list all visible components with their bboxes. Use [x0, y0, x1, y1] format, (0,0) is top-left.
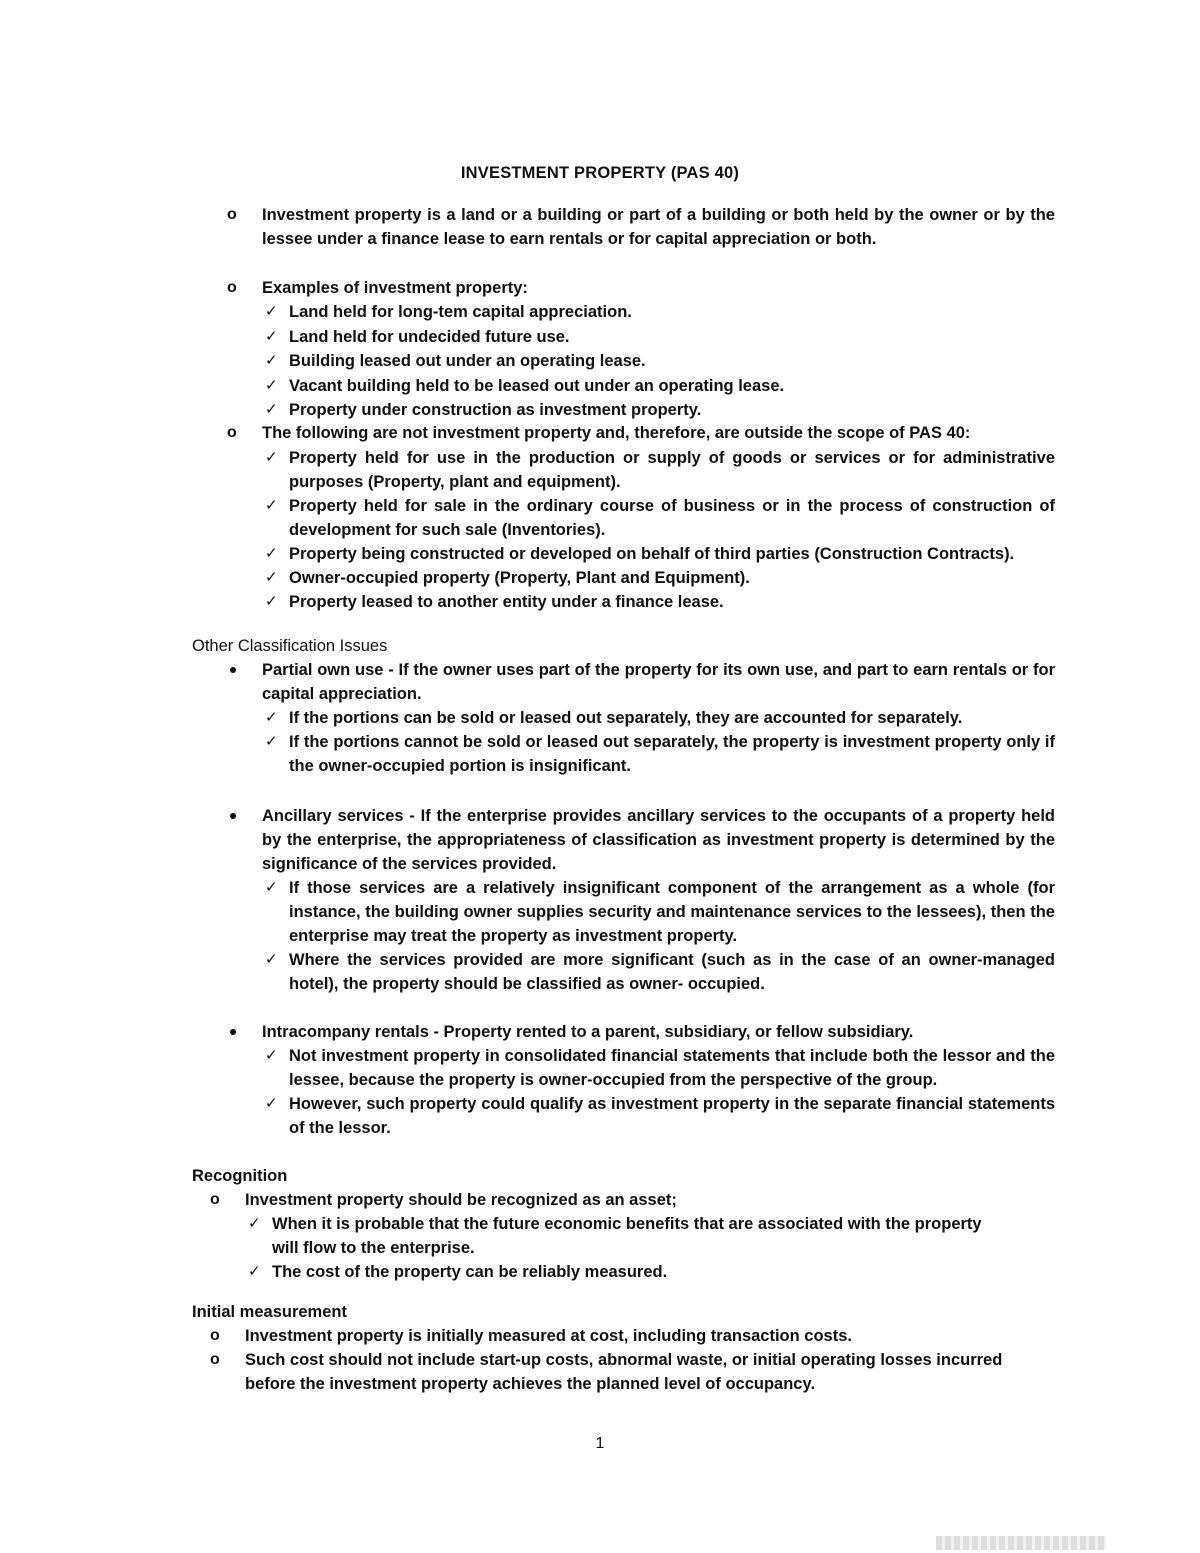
checkmark-icon: ✓ — [265, 593, 278, 610]
list-item: ✓ When it is probable that the future economic benefits that are associated with the property will flow to the enterprise. — [272, 1212, 1007, 1260]
list-item: ✓ Property under construction as investment property. — [289, 398, 1055, 423]
recognition-list — [248, 1212, 1007, 1284]
hollow-circle-bullet-icon: o — [227, 206, 237, 223]
section-heading-other: Other Classification Issues — [192, 637, 388, 655]
not-investment-item — [227, 421, 1055, 445]
hollow-circle-bullet-icon: o — [210, 1327, 220, 1344]
definition-item — [227, 203, 1055, 251]
definition-text: Investment property is a land or a building or part of a building or both held by the owner or by the lessee under a finance lease to earn rentals or for capital appreciation or both. — [262, 206, 1055, 248]
section-heading-recognition: Recognition — [192, 1167, 288, 1185]
checkmark-icon: ✓ — [265, 327, 278, 345]
watermark-strip — [936, 1536, 1106, 1550]
ancillary-services-list — [265, 876, 1055, 996]
list-item: ✓ Where the services provided are more significant (such as in the case of an owner-managed hotel), the property should be classified as owner- occupied. — [289, 948, 1055, 996]
checkmark-icon: ✓ — [265, 352, 278, 369]
page-number: 1 — [595, 1435, 605, 1452]
checkmark-icon: ✓ — [265, 951, 278, 968]
partial-use-list — [265, 706, 1055, 778]
hollow-circle-bullet-icon: o — [227, 279, 237, 296]
checkmark-icon: ✓ — [265, 569, 278, 586]
list-item: ✓ Property held for use in the production or supply of goods or services or for administrative purposes (Property, plant and equipment). — [289, 446, 1055, 494]
checkmark-icon: ✓ — [265, 733, 278, 750]
initial-measurement-item: o Such cost should not include start-up costs, abnormal waste, or initial operating losses incurred before the investment property achieves the planned level of occupancy. — [245, 1348, 1010, 1396]
checkmark-icon: ✓ — [265, 545, 278, 562]
list-item: ✓ If the portions cannot be sold or leased out separately, the property is investment property only if the owner-occupied portion is insignificant. — [289, 730, 1055, 778]
checkmark-icon: ✓ — [265, 401, 278, 418]
checkmark-icon: ✓ — [265, 376, 278, 394]
list-item: ✓ If those services are a relatively insignificant component of the arrangement as a whole (for instance, the building owner supplies security and maintenance services to the lessees), then the enterprise may treat the property as investment property. — [289, 876, 1055, 948]
document-title: INVESTMENT PROPERTY (PAS 40) — [460, 164, 740, 182]
intracompany-rentals-list — [265, 1044, 1055, 1140]
example-list — [265, 300, 1055, 423]
partial-use-item: Partial own use - If the owner uses part of the property for its own use, and part to earn rentals or for capital appreciation. — [262, 658, 1055, 706]
list-item: ✓ Land held for long-tem capital appreciation. — [289, 300, 1055, 325]
list-item: ✓ Property held for sale in the ordinary course of business or in the process of construction of development for such sale (Inventories). — [289, 494, 1055, 542]
not-investment-list — [265, 446, 1055, 614]
list-item: ✓ Not investment property in consolidated financial statements that include both the lessor and the lessee, because the property is owner-occupied from the perspective of the group. — [289, 1044, 1055, 1092]
checkmark-icon: ✓ — [265, 449, 278, 466]
checkmark-icon: ✓ — [265, 709, 278, 726]
solid-dot-bullet-icon — [230, 1029, 236, 1035]
hollow-circle-bullet-icon: o — [210, 1191, 220, 1208]
list-item: ✓ Building leased out under an operating lease. — [289, 349, 1055, 374]
examples-heading: Examples of investment property: — [262, 279, 528, 297]
solid-dot-bullet-icon — [230, 813, 236, 819]
list-item: ✓ Owner-occupied property (Property, Plant and Equipment). — [289, 566, 1055, 590]
list-item: ✓ However, such property could qualify as investment property in the separate financial statements of the lessor. — [289, 1092, 1055, 1140]
checkmark-icon: ✓ — [248, 1263, 261, 1280]
initial-measurement-item: o Investment property is initially measured at cost, including transaction costs. — [245, 1324, 1010, 1348]
list-item: ✓ If the portions can be sold or leased out separately, they are accounted for separately. — [289, 706, 1055, 730]
checkmark-icon: ✓ — [265, 497, 278, 514]
checkmark-icon: ✓ — [265, 303, 278, 320]
list-item: ✓ The cost of the property can be reliably measured. — [272, 1260, 1007, 1284]
checkmark-icon: ✓ — [248, 1215, 261, 1232]
hollow-circle-bullet-icon: o — [227, 424, 237, 441]
intracompany-rentals-item: Intracompany rentals - Property rented to a parent, subsidiary, or fellow subsidiary. — [262, 1020, 1055, 1044]
ancillary-services-item: Ancillary services - If the enterprise provides ancillary services to the occupants of a property held by the enterprise, the appropriateness of classification as investment property is determined by the significance of the services provided. — [262, 804, 1055, 876]
hollow-circle-bullet-icon: o — [210, 1351, 220, 1368]
not-investment-heading: The following are not investment property and, therefore, are outside the scope of PAS 40: — [262, 424, 971, 442]
solid-dot-bullet-icon — [230, 667, 236, 673]
list-item: ✓ Property being constructed or developed on behalf of third parties (Construction Contracts). — [289, 542, 1055, 566]
checkmark-icon: ✓ — [265, 879, 278, 896]
section-heading-initial-measurement: Initial measurement — [192, 1303, 347, 1321]
examples-item — [227, 276, 1055, 300]
list-item: ✓ Vacant building held to be leased out under an operating lease. — [289, 374, 1055, 399]
list-item: ✓ Land held for undecided future use. — [289, 325, 1055, 350]
checkmark-icon: ✓ — [265, 1047, 278, 1064]
recognition-item: o Investment property should be recognized as an asset; — [245, 1188, 1005, 1212]
list-item: ✓ Property leased to another entity under a finance lease. — [289, 590, 1055, 614]
checkmark-icon: ✓ — [265, 1095, 278, 1112]
